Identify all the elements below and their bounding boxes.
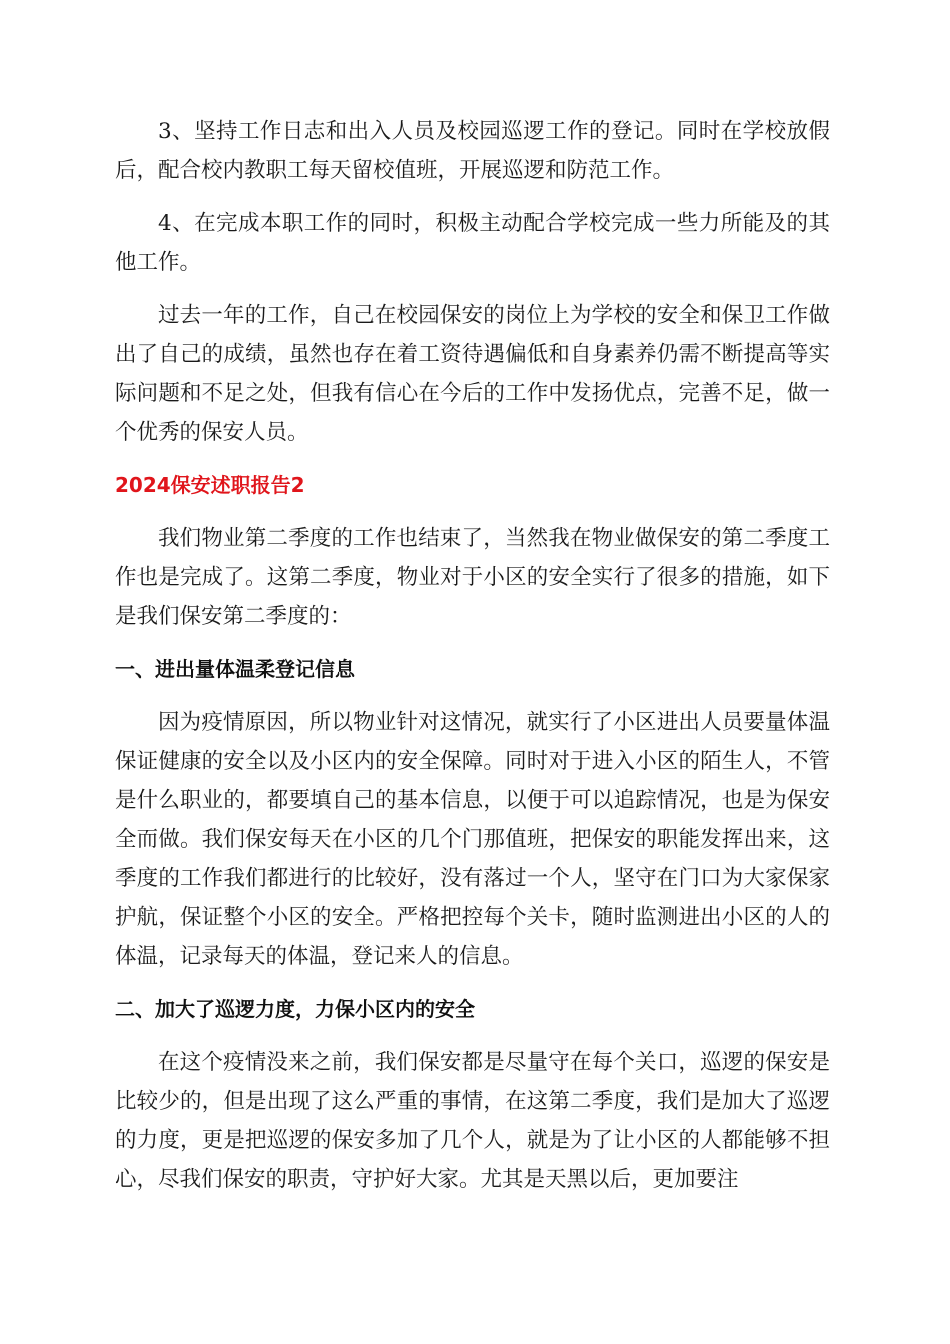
paragraph-summary: 过去一年的工作，自己在校园保安的岗位上为学校的安全和保卫工作做出了自己的成绩，虽然也存在着工资待遇偏低和自身素养仍需不断提高等实际问题和不足之处，但我有信心在今后的工作中发扬优点，完善不足，做一个优秀的保安人员。: [115, 303, 830, 445]
section-title: 2024保安述职报告2: [115, 473, 305, 497]
paragraph-patrol: 在这个疫情没来之前，我们保安都是尽量守在每个关口，巡逻的保安是比较少的，但是出现了这么严重的事情，在这第二季度，我们是加大了巡逻的力度，更是把巡逻的保安多加了几个人，就是为了让小区的人都能够不担心，尽我们保安的职责，守护好大家。尤其是天黑以后，更加要注: [115, 1050, 830, 1192]
paragraph-temperature-registration: 因为疫情原因，所以物业针对这情况，就实行了小区进出人员要量体温保证健康的安全以及小区内的安全保障。同时对于进入小区的陌生人，不管是什么职业的，都要填自己的基本信息，以便于可以追踪情况，也是为保安全而做。我们保安每天在小区的几个门那值班，把保安的职能发挥出来，这季度的工作我们都进行的比较好，没有落过一个人，坚守在门口为大家保家护航，保证整个小区的安全。严格把控每个关卡，随时监测进出小区的人的体温，记录每天的体温，登记来人的信息。: [115, 710, 830, 969]
document-content: [115, 112, 830, 1213]
subheading-temperature-registration: 一、进出量体温柔登记信息: [115, 657, 355, 681]
paragraph-item-3: 3、坚持工作日志和出入人员及校园巡逻工作的登记。同时在学校放假后，配合校内教职工每天留校值班，开展巡逻和防范工作。: [115, 119, 830, 183]
section-intro-paragraph: 我们物业第二季度的工作也结束了，当然我在物业做保安的第二季度工作也是完成了。这第二季度，物业对于小区的安全实行了很多的措施，如下是我们保安第二季度的：: [115, 526, 830, 629]
subheading-patrol: 二、加大了巡逻力度，力保小区内的安全: [115, 997, 475, 1021]
paragraph-item-4: 4、在完成本职工作的同时，积极主动配合学校完成一些力所能及的其他工作。: [115, 211, 830, 275]
